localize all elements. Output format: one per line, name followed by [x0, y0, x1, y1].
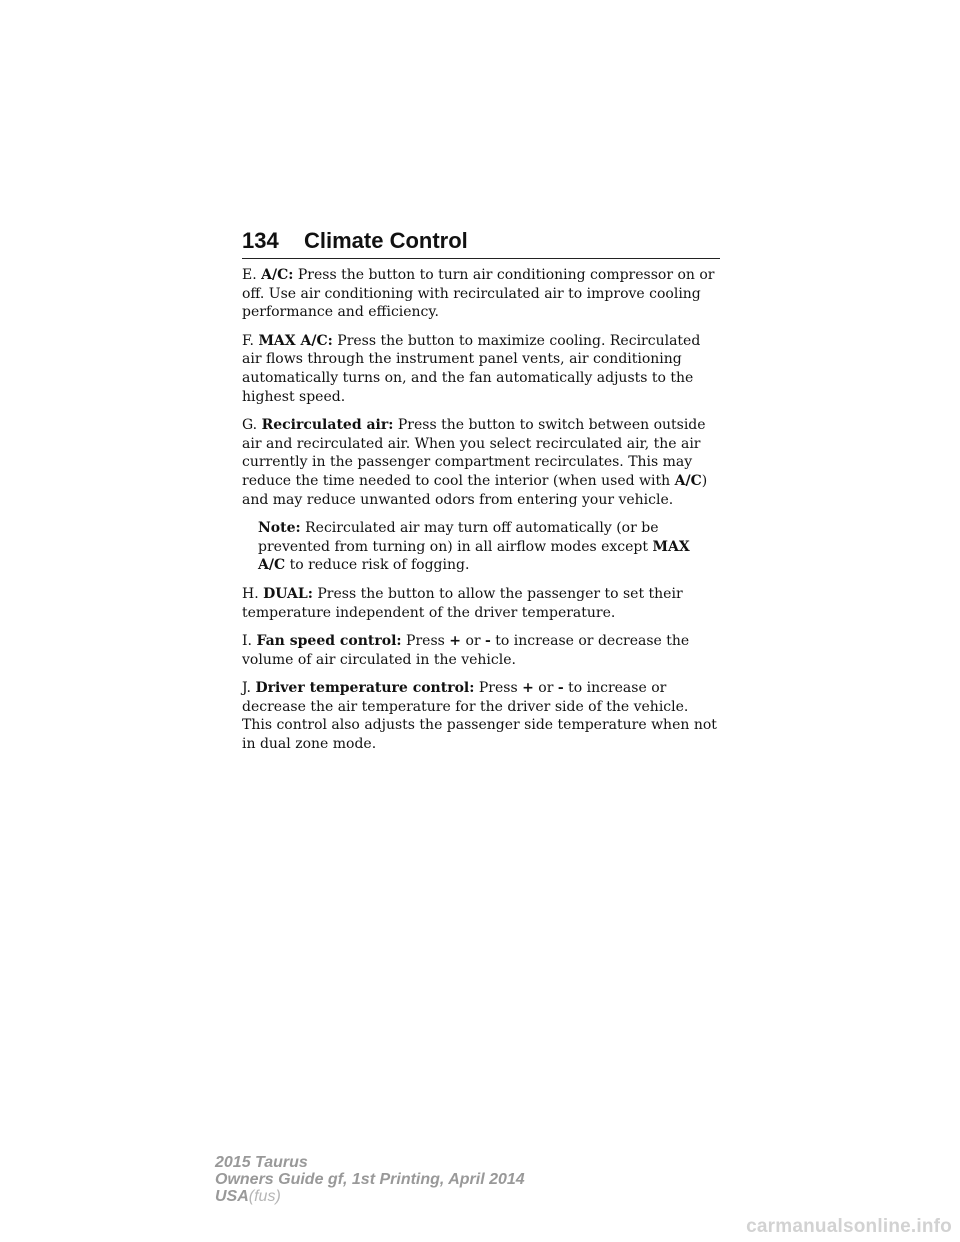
item-h [242, 585, 720, 622]
item-text-end: to increase or decrease the air temperature for the driver side of the vehicle. This control also adjusts the passenger side temperature when not in dual zone mode. [242, 680, 717, 753]
footer-region-code: (fus) [248, 1188, 281, 1205]
plus-symbol: + [522, 680, 534, 697]
item-term: Recirculated air: [261, 417, 394, 434]
item-term: A/C: [261, 267, 294, 283]
note-text: Recirculated air may turn off automatically (or be prevented from turning on) in all airflow modes except [258, 520, 659, 555]
item-text: Press the button to switch between outside air and recirculated air. When you select recirculated air, the air currently in the passenger compartment recirculates. This may reduce the time needed to cool the interior (when used with [242, 417, 706, 489]
item-g [242, 416, 720, 509]
item-text-cont: ) and may reduce unwanted odors from entering your vehicle. [242, 472, 708, 508]
item-letter: G. [242, 417, 262, 434]
note [258, 519, 720, 575]
item-letter: I. [242, 633, 257, 650]
minus-symbol: - [485, 633, 491, 650]
item-letter: J. [242, 680, 256, 697]
site-watermark: carmanualsonline.info [746, 1216, 952, 1237]
document-footer [215, 1154, 525, 1205]
page-header [242, 228, 720, 259]
item-term: DUAL: [263, 585, 313, 602]
item-j [242, 679, 720, 753]
item-term: MAX A/C: [258, 332, 333, 349]
item-text: Press [401, 633, 450, 650]
manual-body [242, 266, 720, 764]
item-i [242, 632, 720, 669]
item-letter: H. [242, 585, 264, 602]
footer-model: 2015 Taurus [215, 1154, 308, 1171]
note-label: Note: [258, 520, 301, 537]
plus-symbol: + [449, 633, 461, 650]
item-text-cont: or [461, 633, 486, 650]
note-term-inline: MAX A/C [258, 538, 690, 574]
note-text-cont: to reduce risk of fogging. [285, 557, 470, 574]
footer-market [215, 1188, 525, 1205]
item-text-end: to increase or decrease the volume of air circulated in the vehicle. [242, 633, 690, 668]
footer-region: USA [215, 1188, 249, 1205]
minus-symbol: - [557, 680, 564, 697]
item-text-cont: or [533, 680, 558, 697]
item-text: Press the button to allow the passenger to set their temperature independent of the driver temperature. [242, 585, 683, 621]
item-text: Press the button to maximize cooling. Recirculated air flows through the instrument panel vents, air conditioning automatically turns on, and the fan automatically adjusts to the highest speed. [242, 332, 701, 405]
section-title: Climate Control [304, 228, 468, 253]
footer-edition: Owners Guide gf, 1st Printing, April 2014 [215, 1171, 525, 1188]
item-term: Fan speed control: [256, 633, 402, 650]
item-term-inline: A/C [674, 472, 702, 489]
item-term: Driver temperature control: [255, 680, 475, 697]
item-e [242, 266, 720, 322]
item-text: Press [474, 680, 523, 697]
item-letter: F. [242, 332, 259, 349]
item-text: Press the button to turn air conditioning compressor on or off. Use air conditioning with recirculated air to improve cooling performance and efficiency. [242, 267, 715, 321]
page-number: 134 [242, 228, 279, 253]
item-f [242, 332, 720, 406]
item-letter: E. [242, 267, 262, 283]
